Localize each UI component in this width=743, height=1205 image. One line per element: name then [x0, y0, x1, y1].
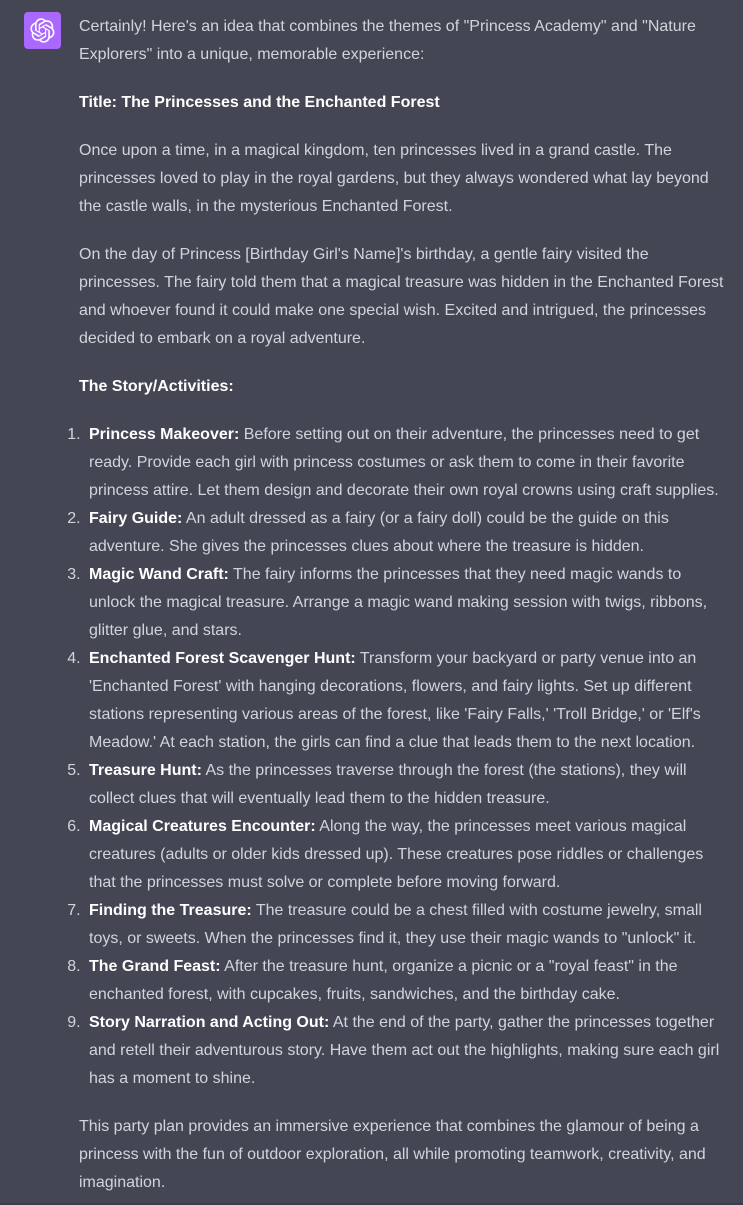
list-item-title: The Grand Feast: [89, 958, 221, 975]
activities-list [79, 421, 730, 1093]
list-item [85, 645, 730, 757]
story-paragraph-1: Once upon a time, in a magical kingdom, ten princesses lived in a grand castle. The princesses loved to play in the royal gardens, but they always wondered what lay beyond the castle walls, in the mysterious Enchanted Forest. [79, 142, 709, 215]
list-item [85, 813, 730, 897]
story-paragraph-2: On the day of Princess [Birthday Girl's Name]'s birthday, a gentle fairy visited the princesses. The fairy told them that a magical treasure was hidden in the Enchanted Forest and whoever found it could make one special wish. Excited and intrigued, the princesses decided to embark on a royal adventure. [79, 246, 724, 347]
message-content [79, 12, 730, 1197]
list-item [85, 1009, 730, 1093]
list-item-title: Magical Creatures Encounter: [89, 818, 316, 835]
intro-paragraph: Certainly! Here's an idea that combines the themes of "Princess Academy" and "Nature Explorers" into a unique, memorable experience: [79, 18, 696, 63]
list-item-text: After the treasure hunt, organize a picnic or a "royal feast" in the enchanted forest, with cupcakes, fruits, sandwiches, and the birthday cake. [89, 958, 678, 1003]
list-item [85, 757, 730, 813]
activities-heading: The Story/Activities: [79, 378, 234, 395]
list-item-text: The fairy informs the princesses that they need magic wands to unlock the magical treasure. Arrange a magic wand making session with twigs, ribbons, glitter glue, and stars. [89, 566, 708, 639]
list-item-title: Enchanted Forest Scavenger Hunt: [89, 650, 356, 667]
list-item-text: The treasure could be a chest filled with costume jewelry, small toys, or sweets. When the princesses find it, they use their magic wands to "unlock" it. [89, 902, 702, 947]
openai-logo-icon [30, 18, 55, 43]
list-item-text: Along the way, the princesses meet various magical creatures (adults or older kids dressed up). These creatures pose riddles or challenges that the princesses must solve or complete before moving forward. [89, 818, 704, 891]
list-item-text: As the princesses traverse through the forest (the stations), they will collect clues that will eventually lead them to the hidden treasure. [89, 762, 687, 807]
list-item-text: At the end of the party, gather the princesses together and retell their adventurous story. Have them act out the highlights, making sure each girl has a moment to shine. [89, 1014, 720, 1087]
list-item-text: An adult dressed as a fairy (or a fairy doll) could be the guide on this adventure. She gives the princesses clues about where the treasure is hidden. [89, 510, 669, 555]
list-item-title: Treasure Hunt: [89, 762, 202, 779]
list-item [85, 505, 730, 561]
assistant-avatar [24, 12, 61, 49]
list-item [85, 421, 730, 505]
list-item-title: Story Narration and Acting Out: [89, 1014, 330, 1031]
list-item [85, 897, 730, 953]
list-item [85, 561, 730, 645]
list-item-title: Princess Makeover: [89, 426, 240, 443]
title-heading: Title: The Princesses and the Enchanted Forest [79, 94, 440, 111]
list-item [85, 953, 730, 1009]
list-item-title: Magic Wand Craft: [89, 566, 229, 583]
list-item-title: Finding the Treasure: [89, 902, 252, 919]
list-item-text: Transform your backyard or party venue into an 'Enchanted Forest' with hanging decorations, flowers, and fairy lights. Set up different stations representing various areas of the forest, like 'Fairy Falls,' 'Troll Bridge,' or 'Elf's Meadow.' At each station, the girls can find a clue that leads them to the next location. [89, 650, 701, 751]
list-item-text: Before setting out on their adventure, the princesses need to get ready. Provide each girl with princess costumes or ask them to come in their favorite princess attire. Let them design and decorate their own royal crowns using craft supplies. [89, 426, 719, 499]
outro-paragraph: This party plan provides an immersive experience that combines the glamour of being a princess with the fun of outdoor exploration, all while promoting teamwork, creativity, and imagination. [79, 1118, 706, 1191]
list-item-title: Fairy Guide: [89, 510, 183, 527]
